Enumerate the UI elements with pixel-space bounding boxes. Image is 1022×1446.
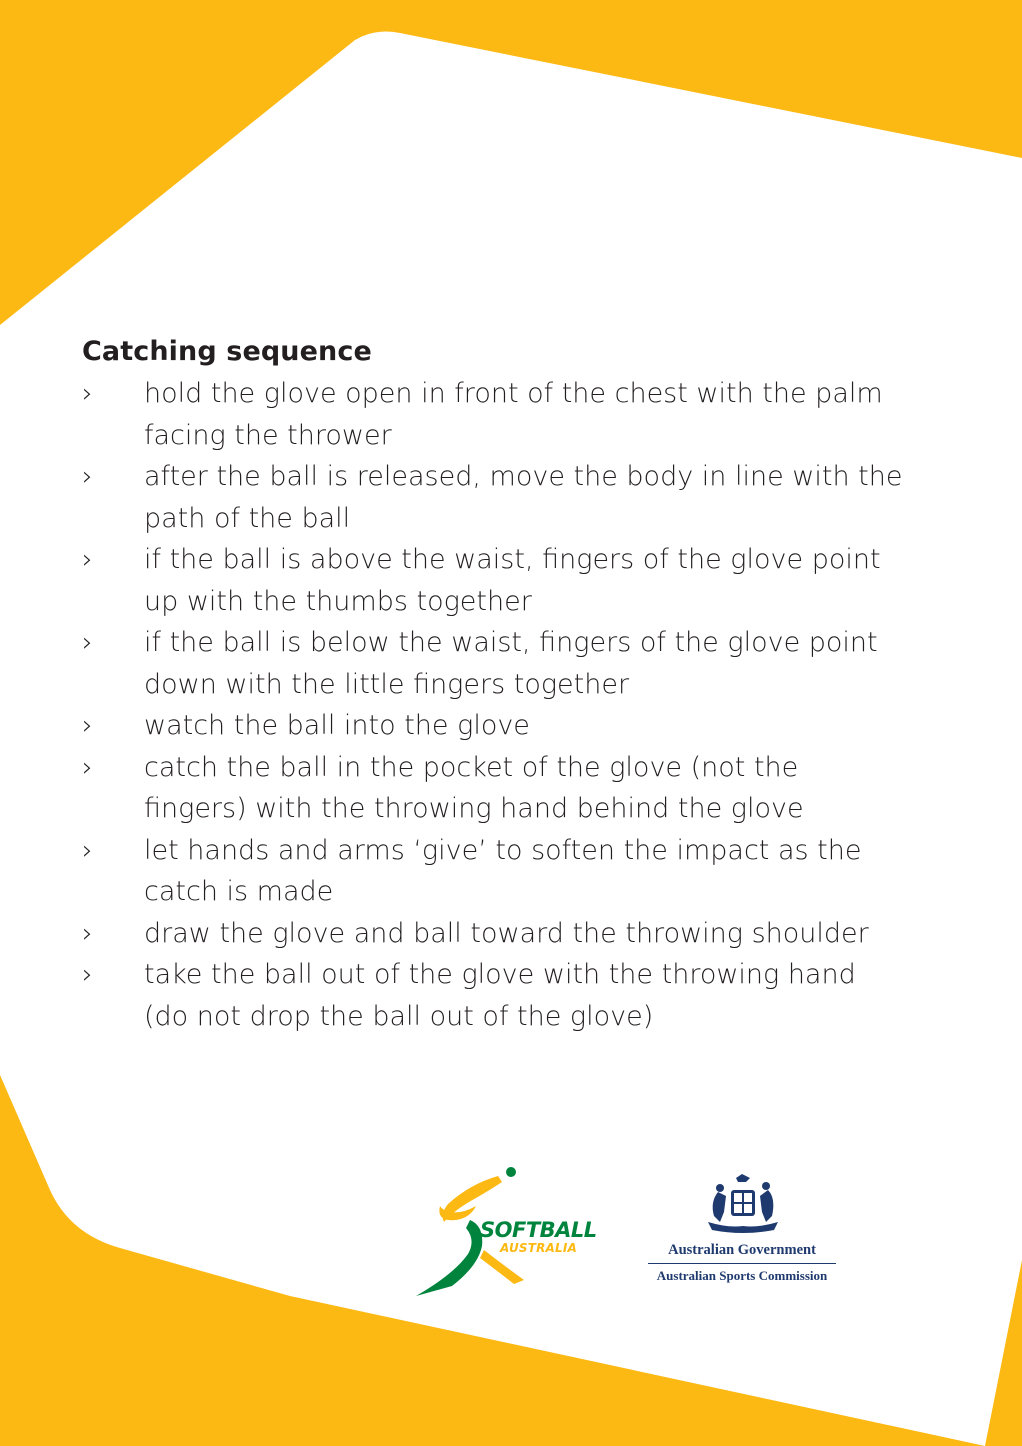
step-line: watch the ball into the glove (144, 710, 530, 741)
divider (648, 1263, 836, 1264)
step-line: fingers) with the throwing hand behind the glove (144, 793, 804, 824)
list-item (82, 954, 962, 1037)
bullet-icon: › (82, 917, 93, 949)
australia-wordmark: AUSTRALIA (500, 1241, 578, 1255)
step-line: if the ball is below the waist, fingers of the glove point (144, 627, 878, 658)
list-item (82, 373, 962, 456)
list-item (82, 747, 962, 830)
step-line: (do not drop the ball out of the glove) (144, 1000, 654, 1032)
steps-list (82, 373, 962, 1037)
step-line: facing the thrower (144, 419, 392, 451)
agency-title: Australian Sports Commission (656, 1268, 828, 1283)
step-line: draw the glove and ball toward the throwing shoulder (144, 917, 869, 949)
list-item (82, 456, 962, 539)
step-line: up with the thumbs together (144, 585, 532, 617)
step-line: take the ball out of the glove with the throwing hand (144, 959, 856, 990)
section-heading: Catching sequence (82, 336, 372, 367)
softball-wordmark: SOFTBALL (480, 1218, 597, 1242)
bullet-icon: › (82, 378, 93, 409)
bullet-icon: › (82, 834, 93, 866)
list-item (82, 539, 962, 622)
bullet-icon: › (82, 544, 93, 575)
step-line: catch the ball in the pocket of the glove (not the (144, 751, 799, 783)
bullet-icon: › (82, 627, 93, 658)
step-line: catch is made (144, 876, 334, 907)
list-item (82, 913, 962, 955)
step-line: path of the ball (144, 502, 351, 534)
list-item (82, 830, 962, 913)
bullet-icon: › (82, 461, 93, 492)
catching-sequence-section (82, 336, 962, 1037)
bullet-icon: › (82, 959, 93, 990)
coat-of-arms-icon (698, 1172, 788, 1240)
bullet-icon: › (82, 710, 93, 741)
step-line: let hands and arms ‘give’ to soften the impact as the (144, 834, 862, 866)
softball-australia-logo (410, 1162, 595, 1298)
step-line: hold the glove open in front of the chest with the palm (144, 378, 883, 409)
step-line: if the ball is above the waist, fingers of the glove point (144, 544, 881, 575)
bullet-icon: › (82, 751, 93, 783)
australian-government-logo (642, 1172, 842, 1292)
government-title: Australian Government (668, 1242, 816, 1258)
list-item (82, 705, 962, 747)
step-line: after the ball is released, move the body in line with the (144, 461, 903, 492)
step-line: down with the little fingers together (144, 668, 630, 700)
list-item (82, 622, 962, 705)
